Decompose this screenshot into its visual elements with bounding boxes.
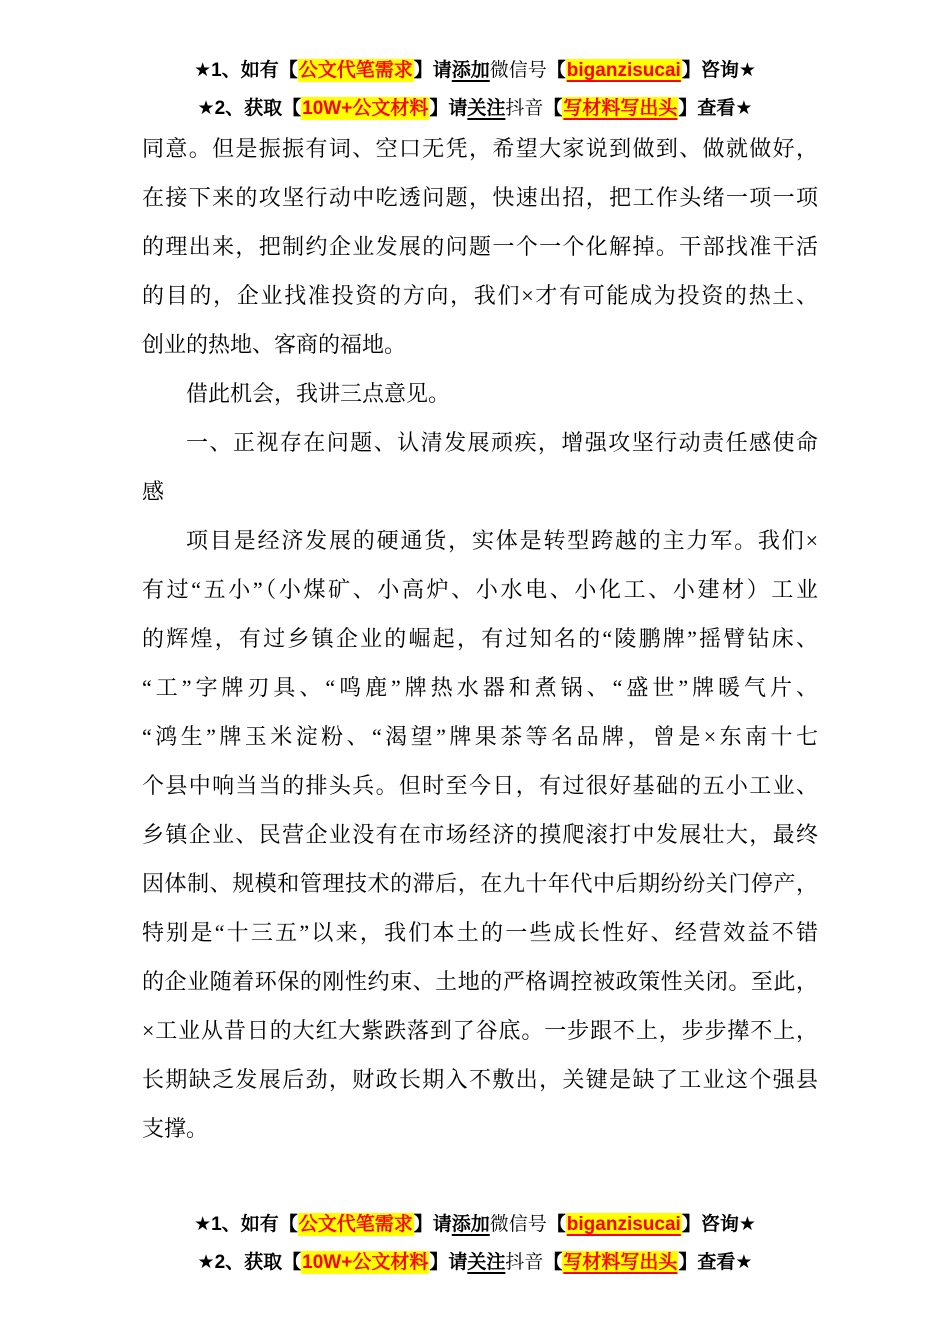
body-text-line: 的企业随着环保的刚性约束、土地的严格调控被政策性关闭。至此， [142, 969, 818, 994]
promo-text-segment: ★2、获取【 [197, 98, 302, 119]
promo-text-segment: 抖音 [505, 1252, 544, 1273]
promo-text-segment: 【 [546, 1214, 566, 1235]
promo-text-segment: 10W+公文材料 [302, 98, 429, 119]
promo-text-segment: 】请 [429, 1252, 468, 1273]
body-text-line: 的辉煌，有过乡镇企业的崛起，有过知名的“陵鹏牌”摇臂钻床、 [142, 626, 818, 651]
body-text-line: 因体制、规模和管理技术的滞后，在九十年代中后期纷纷关门停产， [142, 871, 818, 896]
promo-text-segment: 写材料写出头 [563, 1252, 678, 1273]
body-text-line: “鸿生”牌玉米淀粉、“渴望”牌果茶等名品牌，曾是×东南十七 [142, 724, 818, 749]
promo-text-segment: biganzisucai [566, 60, 681, 81]
promo-text-segment: 添加 [451, 60, 490, 81]
body-text-line: 在接下来的攻坚行动中吃透问题，快速出招，把工作头绪一项一项 [142, 185, 818, 210]
body-text-line: 感 [142, 479, 165, 504]
promo-text-segment: 关注 [467, 98, 506, 119]
body-text-line: 乡镇企业、民营企业没有在市场经济的摸爬滚打中发展壮大，最终 [142, 822, 818, 847]
body-text-line: 的理出来，把制约企业发展的问题一个一个化解掉。干部找准干活 [142, 234, 818, 259]
body-text-line: 的目的，企业找准投资的方向，我们×才有可能成为投资的热土、 [142, 283, 818, 308]
promo-text-segment: 【 [543, 1252, 563, 1273]
body-text-line: 借此机会，我讲三点意见。 [186, 381, 451, 406]
body-text-line: 个县中响当当的排头兵。但时至今日，有过很好基础的五小工业、 [142, 773, 818, 798]
body-text-line: “工”字牌刃具、“鸣鹿”牌热水器和煮锅、“盛世”牌暖气片、 [142, 675, 818, 700]
body-text-line: 创业的热地、客商的福地。 [142, 332, 407, 357]
promo-text-segment: 添加 [451, 1214, 490, 1235]
promo-text-segment: 写材料写出头 [563, 98, 678, 119]
promo-text-segment: 关注 [467, 1252, 506, 1273]
body-text-line: 有过“五小”（小煤矿、小高炉、小水电、小化工、小建材）工业 [142, 577, 818, 602]
promo-text-segment: 】咨询★ [681, 1214, 756, 1235]
promo-text-segment: 微信号 [489, 60, 547, 81]
promo-text-segment: 】查看★ [678, 1252, 753, 1273]
promo-text-segment: 】请 [429, 98, 468, 119]
document-body [142, 124, 818, 1153]
promo-text-segment: ★2、获取【 [197, 1252, 302, 1273]
promo-text-segment: 公文代笔需求 [298, 60, 413, 81]
promo-text-segment: 【 [543, 98, 563, 119]
promo-banner-line [0, 1244, 950, 1282]
promo-text-segment: 】请 [413, 60, 452, 81]
promo-text-segment: 10W+公文材料 [302, 1252, 429, 1273]
promo-text-segment: biganzisucai [566, 1214, 681, 1235]
promo-text-segment: 】查看★ [678, 98, 753, 119]
body-text-line: 项目是经济发展的硬通货，实体是转型跨越的主力军。我们× [186, 528, 818, 553]
promo-text-segment: 】咨询★ [681, 60, 756, 81]
promo-banner-top [0, 52, 950, 128]
body-text-line: 特别是“十三五”以来，我们本土的一些成长性好、经营效益不错 [142, 920, 818, 945]
body-text-line: ×工业从昔日的大红大紫跌落到了谷底。一步跟不上，步步撵不上， [142, 1018, 818, 1043]
promo-banner-bottom [0, 1206, 950, 1282]
body-text-line: 一、正视存在问题、认清发展顽疾，增强攻坚行动责任感使命 [186, 430, 818, 455]
promo-banner-line [0, 52, 950, 90]
promo-text-segment: 公文代笔需求 [298, 1214, 413, 1235]
body-text-line: 长期缺乏发展后劲，财政长期入不敷出，关键是缺了工业这个强县 [142, 1067, 818, 1092]
promo-text-segment: 】请 [413, 1214, 452, 1235]
promo-text-segment: 抖音 [505, 98, 544, 119]
promo-banner-line [0, 90, 950, 128]
body-text-line: 同意。但是振振有词、空口无凭，希望大家说到做到、做就做好， [142, 136, 818, 161]
promo-text-segment: ★1、如有【 [194, 60, 298, 81]
promo-text-segment: 微信号 [489, 1214, 547, 1235]
promo-text-segment: ★1、如有【 [194, 1214, 298, 1235]
body-text-line: 支撑。 [142, 1116, 209, 1141]
promo-text-segment: 【 [546, 60, 566, 81]
promo-banner-line [0, 1206, 950, 1244]
